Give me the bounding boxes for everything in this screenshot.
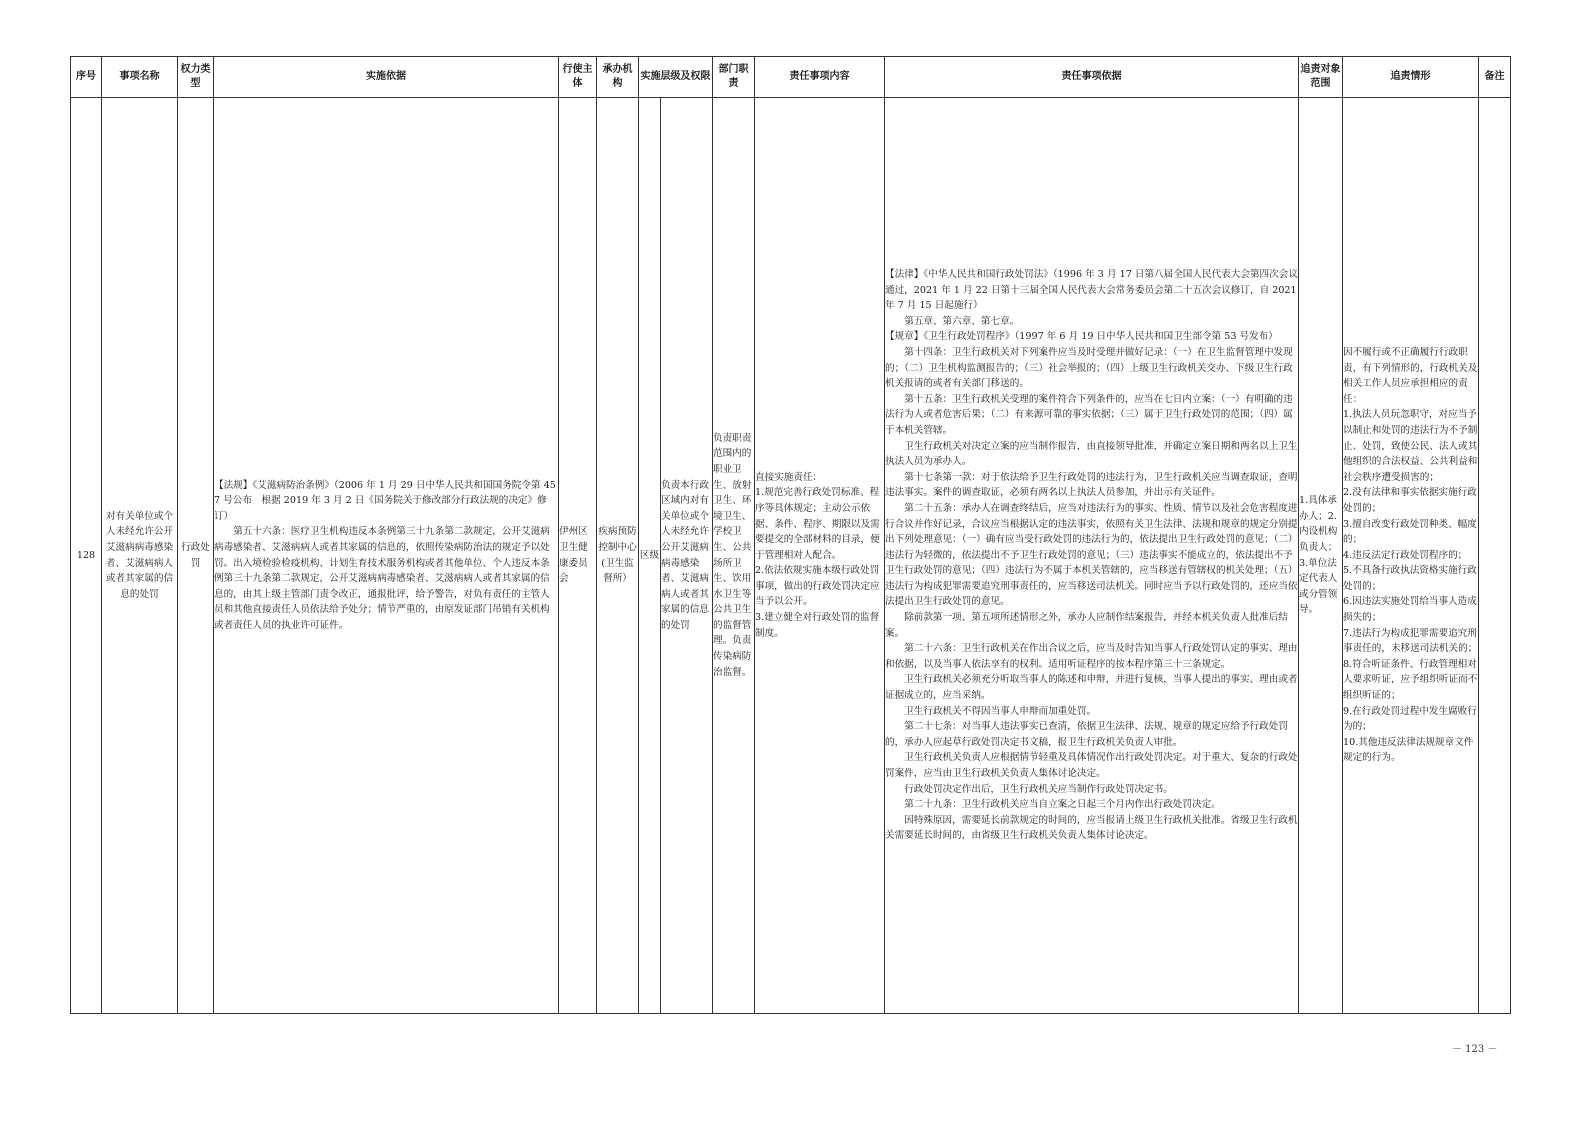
resp-basis-para: 卫生行政机关不得因当事人申辩而加重处罚。: [904, 705, 1097, 717]
header-no: 序号: [71, 57, 102, 98]
situation-line: 6.因违法实施处罚给当事人造成损失的；: [1343, 596, 1477, 624]
resp-basis-para: 因特殊原因，需要延长前款规定的时间的，应当报请上级卫生行政机关批准。省级卫生行政机关需要延长时间的，由省级卫生行政机关负责人集体讨论决定。: [885, 814, 1298, 842]
resp-content-line: 1.规范完善行政处罚标准、程序等具体规定；主动公示依据、条件、程序、期限以及需要提交的全部材料的目录，便于管理相对人配合。: [755, 487, 880, 561]
row-no: 128: [71, 98, 102, 1014]
situation-line: 8.符合听证条件、行政管理相对人要求听证，应予组织听证而不组织听证的；: [1343, 658, 1478, 702]
header-basis: 实施依据: [214, 57, 559, 98]
header-resp-basis: 责任事项依据: [885, 57, 1299, 98]
header-subject: 行使主体: [559, 57, 597, 98]
responsibility-table: [70, 56, 1511, 1014]
situation-line: 7.违法行为构成犯罪需要追究刑事责任的，未移送司法机关的；: [1343, 627, 1478, 655]
situation-line: 2.没有法律和事实依据实施行政处罚的；: [1343, 487, 1477, 514]
row-remark: [1479, 98, 1511, 1014]
header-name: 事项名称: [102, 57, 178, 98]
resp-basis-para: 第二十七条：对当事人违法事实已查清，依据卫生法律、法规、规章的规定应给予行政处罚的，承办人应起草行政处罚决定书文稿，报卫生行政机关负责人审批。: [885, 721, 1288, 748]
basis-para: 【法规】《艾滋病防治条例》（2006 年 1 月 29 日中华人民共和国国务院令第 457 号公布 根据 2019 年 3 月 2 日《国务院关于修改部分行政法规的决定》修订）: [214, 479, 556, 522]
resp-basis-para: 卫生行政机关对决定立案的应当制作报告，由直接领导批准，并确定立案日期和两名以上卫生执法人员为承办人。: [885, 440, 1298, 468]
header-type: 权力类型: [178, 57, 214, 98]
situation-line: 5.不具备行政执法资格实施行政处罚的；: [1343, 565, 1477, 592]
row-scope: 1.具体承办人；2.内设机构负责人；3.单位法定代表人或分管领导。: [1299, 98, 1343, 1014]
resp-basis-para: 行政处罚决定作出后，卫生行政机关应当制作行政处罚决定书。: [904, 783, 1173, 795]
resp-basis-para: 卫生行政机关必须充分听取当事人的陈述和申辩，并进行复核，当事人提出的事实、理由或者证据成立的，应当采纳。: [885, 674, 1298, 702]
situation-line: 4.违反法定行政处罚程序的；: [1343, 549, 1468, 561]
resp-basis-para: 第二十六条：卫生行政机关在作出合议之后，应当及时告知当事人行政处罚认定的事实、理由和依据，以及当事人依法享有的权利。适用听证程序的按本程序第三十三条规定。: [885, 643, 1298, 670]
situation-line: 9.在行政处罚过程中发生腐败行为的；: [1343, 705, 1477, 733]
header-remark: 备注: [1479, 57, 1511, 98]
resp-basis-para: 【规章】《卫生行政处罚程序》（1997 年 6 月 19 日中华人民共和国卫生部令第 53 号发布）: [885, 331, 1278, 343]
header-scope: 追责对象范围: [1299, 57, 1343, 98]
resp-basis-para: 卫生行政机关负责人应根据情节轻重及具体情况作出行政处罚决定。对于重大、复杂的行政处罚案件，应当由卫生行政机关负责人集体讨论决定。: [885, 752, 1298, 780]
resp-basis-para: 第十七条第一款：对于依法给予卫生行政处罚的违法行为，卫生行政机关应当调查取证，查明违法事实。案件的调查取证，必须有两名以上执法人员参加，并出示有关证件。: [885, 471, 1298, 499]
row-name: 对有关单位或个人未经允许公开艾滋病病毒感染者、艾滋病病人或者其家属的信息的处罚: [102, 98, 178, 1014]
resp-basis-para: 第二十五条：承办人在调查终结后，应当对违法行为的事实、性质、情节以及社会危害程度进行合议并作好记录，合议应当根据认定的违法事实，依照有关卫生法律、法规和规章的规定分别提出下列处理意见：（一）确有应当受行政处罚的违法行为的，依法提出卫生行政处罚的意见；（二）违法行为轻微的，依法提出不予卫生行政处罚的意见；（三）违法事实不能成立的，依法提出不予卫生行政处罚的意见；（四）违法行为不属于本机关管辖的，应当移送有管辖权的机关处理；（五）违法行为构成犯罪需要追究刑事责任的，应当移送司法机关。同时应当予以行政处罚的，还应当依法提出卫生行政处罚的意见。: [885, 502, 1298, 608]
row-level-b: 负责本行政区域内对有关单位或个人未经允许公开艾滋病病毒感染者、艾滋病病人或者其家属的信息的处罚: [661, 98, 713, 1014]
header-row: [71, 57, 1511, 98]
page-number: － 123 －: [1452, 1044, 1498, 1055]
header-agency: 承办机构: [597, 57, 639, 98]
row-agency: 疾病预防控制中心(卫生监督所）: [597, 98, 639, 1014]
resp-basis-para: 【法律】《中华人民共和国行政处罚法》（1996 年 3 月 17 日第八届全国人民代表大会第四次会议通过，2021 年 1 月 22 日第十三届全国人民代表大会常务委员会第二十五次会议修订，自 2021 年 7 月 15 日起施行）: [885, 269, 1298, 312]
header-situation: 追责情形: [1343, 57, 1479, 98]
situation-line: 1.执法人员玩忽职守，对应当予以制止和处罚的违法行为不予制止、处罚，致使公民、法人或其他组织的合法权益、公共利益和社会秩序遭受损害的；: [1343, 409, 1478, 483]
row-situation: [1343, 98, 1479, 1014]
header-level: 实施层级及权限: [639, 57, 713, 98]
resp-content-line: 直接实施责任：: [755, 471, 823, 483]
header-duty: 部门职责: [713, 57, 755, 98]
resp-basis-para: 除前款第一项、第五项所述情形之外，承办人应制作结案报告，并经本机关负责人批准后结案。: [885, 612, 1288, 639]
row-resp-content: [755, 98, 885, 1014]
basis-para: 第五十六条：医疗卫生机构违反本条例第三十九条第二款规定，公开艾滋病病毒感染者、艾滋病病人或者其家属的信息的，依照传染病防治法的规定予以处罚。出入境检验检疫机构、计划生育技术服务机构或者其他单位、个人违反本条例第三十九条第二款规定，公开艾滋病病毒感染者、艾滋病病人或者其家属的信息的，由其上级主管部门责令改正，通报批评，给予警告，对负有责任的主管人员和其他直接责任人员依法给予处分；情节严重的，由原发证部门吊销有关机构或者责任人员的执业许可证件。: [214, 526, 550, 631]
row-subject: 伊州区卫生健康委员会: [559, 98, 597, 1014]
table-row: [71, 98, 1511, 1014]
resp-basis-para: 第五章、第六章、第七章。: [904, 315, 1020, 327]
row-level-a: 区级: [639, 98, 661, 1014]
row-duty: 负责职责范围内的职业卫生、放射卫生、环境卫生、学校卫生、公共场所卫生、饮用水卫生等公共卫生的监督管理。负责传染病防治监督。: [713, 98, 755, 1014]
row-basis: [214, 98, 559, 1014]
resp-content-line: 2.依法依规实施本级行政处罚事项，做出的行政处罚决定应当予以公开。: [755, 565, 880, 608]
situation-line: 因不履行或不正确履行行政职责，有下列情形的，行政机关及相关工作人员应承担相应的责任：: [1343, 346, 1478, 405]
resp-basis-para: 第十四条：卫生行政机关对下列案件应当及时受理并做好记录：（一）在卫生监督管理中发现的；（二）卫生机构监测报告的；（三）社会举报的；（四）上级卫生行政机关交办、下级卫生行政机关报请的或者有关部门移送的。: [885, 346, 1293, 390]
row-resp-basis: [885, 98, 1299, 1014]
resp-content-line: 3.建立健全对行政处罚的监督制度。: [755, 612, 880, 639]
situation-line: 10.其他违反法律法规规章文件规定的行为。: [1343, 736, 1474, 764]
situation-line: 3.擅自改变行政处罚种类、幅度的；: [1343, 518, 1477, 546]
resp-basis-para: 第十五条：卫生行政机关受理的案件符合下列条件的，应当在七日内立案：（一）有明确的违法行为人或者危害后果；（二）有来源可靠的事实依据；（三）属于卫生行政处罚的范围；（四）属于本机关管辖。: [885, 393, 1293, 436]
resp-basis-para: 第二十九条：卫生行政机关应当自立案之日起三个月内作出行政处罚决定。: [904, 799, 1221, 811]
row-type: 行政处罚: [178, 98, 214, 1014]
header-resp-content: 责任事项内容: [755, 57, 885, 98]
